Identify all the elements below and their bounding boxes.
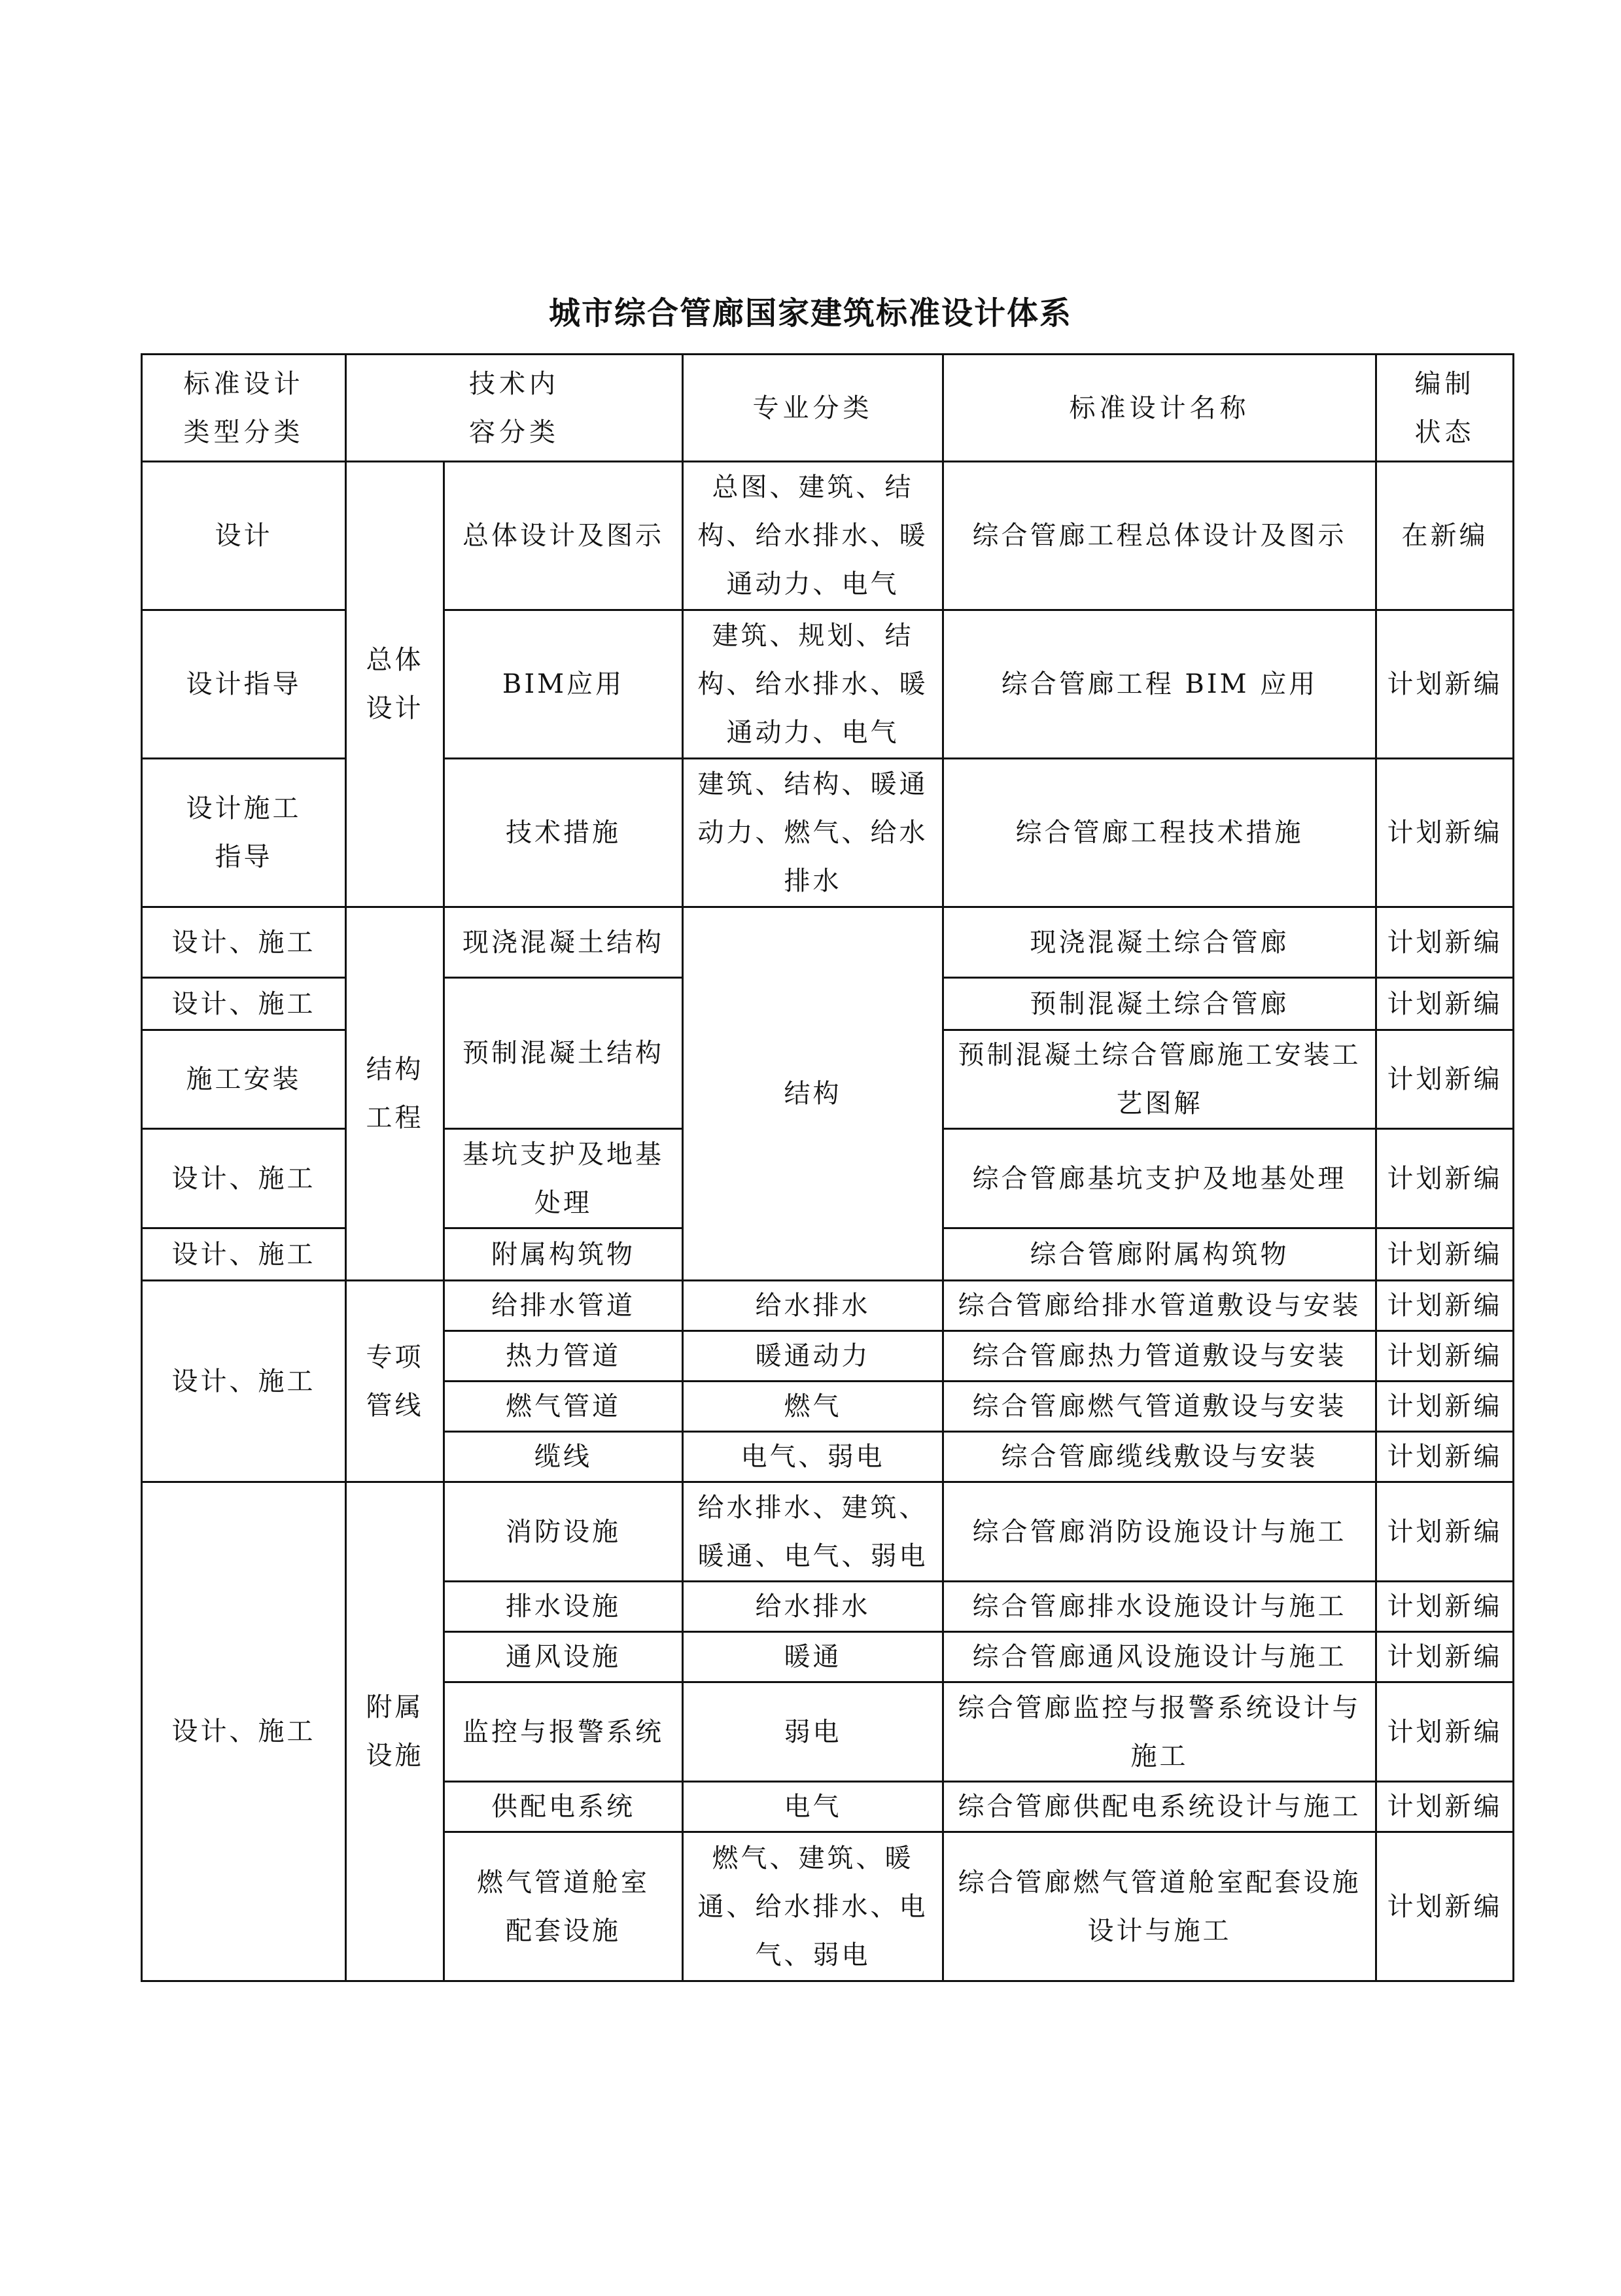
cell-sub: 燃气管道舱室 配套设施 xyxy=(444,1832,683,1981)
cell-status: 计划新编 xyxy=(1376,1832,1514,1981)
cell-discipline: 弱电 xyxy=(683,1682,943,1782)
cell-name: 综合管廊基坑支护及地基处理 xyxy=(943,1129,1376,1228)
cell-discipline: 建筑、规划、结构、给水排水、暖通动力、电气 xyxy=(683,610,943,759)
table-row xyxy=(142,462,1514,610)
cell-status: 计划新编 xyxy=(1376,1682,1514,1782)
table-row xyxy=(142,1281,1514,1331)
cell-sub: 消防设施 xyxy=(444,1482,683,1582)
cell-status: 计划新编 xyxy=(1376,907,1514,978)
cell-name: 现浇混凝土综合管廊 xyxy=(943,907,1376,978)
cell-name: 综合管廊附属构筑物 xyxy=(943,1228,1376,1281)
cell-status: 计划新编 xyxy=(1376,1030,1514,1129)
cell-type: 设计、施工 xyxy=(142,978,346,1030)
cell-type: 设计、施工 xyxy=(142,1281,346,1482)
cell-status: 计划新编 xyxy=(1376,610,1514,759)
cell-name: 综合管廊燃气管道敷设与安装 xyxy=(943,1382,1376,1432)
cell-name: 综合管廊工程总体设计及图示 xyxy=(943,462,1376,610)
cell-discipline: 暖通 xyxy=(683,1632,943,1682)
cell-sub: 预制混凝土结构 xyxy=(444,978,683,1129)
cell-discipline: 燃气 xyxy=(683,1382,943,1432)
cell-name: 综合管廊供配电系统设计与施工 xyxy=(943,1782,1376,1832)
cell-name: 综合管廊排水设施设计与施工 xyxy=(943,1582,1376,1632)
cell-type: 设计 xyxy=(142,462,346,610)
header-status: 编制 状态 xyxy=(1376,355,1514,462)
group-overall: 总体 设计 xyxy=(346,462,444,907)
cell-type: 设计、施工 xyxy=(142,907,346,978)
cell-name: 综合管廊工程技术措施 xyxy=(943,759,1376,907)
cell-status: 在新编 xyxy=(1376,462,1514,610)
cell-discipline: 燃气、建筑、暖通、给水排水、电气、弱电 xyxy=(683,1832,943,1981)
group-ancillary: 附属 设施 xyxy=(346,1482,444,1981)
cell-type: 设计、施工 xyxy=(142,1228,346,1281)
cell-status: 计划新编 xyxy=(1376,978,1514,1030)
table-header-row xyxy=(142,355,1514,462)
cell-discipline: 给水排水 xyxy=(683,1281,943,1331)
cell-status: 计划新编 xyxy=(1376,1482,1514,1582)
cell-sub: 监控与报警系统 xyxy=(444,1682,683,1782)
cell-discipline: 给水排水 xyxy=(683,1582,943,1632)
cell-status: 计划新编 xyxy=(1376,1382,1514,1432)
cell-status: 计划新编 xyxy=(1376,1228,1514,1281)
header-discipline: 专业分类 xyxy=(683,355,943,462)
cell-type: 施工安装 xyxy=(142,1030,346,1129)
header-content: 技术内 容分类 xyxy=(346,355,683,462)
standards-table xyxy=(141,353,1514,1982)
cell-status: 计划新编 xyxy=(1376,1432,1514,1482)
cell-name: 综合管廊通风设施设计与施工 xyxy=(943,1632,1376,1682)
cell-status: 计划新编 xyxy=(1376,1782,1514,1832)
cell-type: 设计施工 指导 xyxy=(142,759,346,907)
cell-sub: 通风设施 xyxy=(444,1632,683,1682)
cell-name: 综合管廊给排水管道敷设与安装 xyxy=(943,1281,1376,1331)
cell-sub: 燃气管道 xyxy=(444,1382,683,1432)
cell-sub: 排水设施 xyxy=(444,1582,683,1632)
cell-sub: 总体设计及图示 xyxy=(444,462,683,610)
cell-name: 综合管廊消防设施设计与施工 xyxy=(943,1482,1376,1582)
cell-type: 设计指导 xyxy=(142,610,346,759)
cell-status: 计划新编 xyxy=(1376,1331,1514,1382)
cell-sub: 供配电系统 xyxy=(444,1782,683,1832)
cell-sub: 缆线 xyxy=(444,1432,683,1482)
cell-type: 设计、施工 xyxy=(142,1129,346,1228)
cell-sub: 现浇混凝土结构 xyxy=(444,907,683,978)
cell-discipline: 电气、弱电 xyxy=(683,1432,943,1482)
cell-sub: BIM应用 xyxy=(444,610,683,759)
page-title: 城市综合管廊国家建筑标准设计体系 xyxy=(548,295,1072,332)
group-pipelines: 专项 管线 xyxy=(346,1281,444,1482)
cell-discipline: 电气 xyxy=(683,1782,943,1832)
cell-type: 设计、施工 xyxy=(142,1482,346,1981)
cell-name: 综合管廊缆线敷设与安装 xyxy=(943,1432,1376,1482)
cell-status: 计划新编 xyxy=(1376,1632,1514,1682)
cell-status: 计划新编 xyxy=(1376,1129,1514,1228)
cell-discipline: 建筑、结构、暖通动力、燃气、给水排水 xyxy=(683,759,943,907)
cell-sub: 附属构筑物 xyxy=(444,1228,683,1281)
cell-discipline: 暖通动力 xyxy=(683,1331,943,1382)
cell-name: 预制混凝土综合管廊 xyxy=(943,978,1376,1030)
header-type: 标准设计 类型分类 xyxy=(142,355,346,462)
cell-sub: 技术措施 xyxy=(444,759,683,907)
cell-sub: 热力管道 xyxy=(444,1331,683,1382)
cell-name: 综合管廊工程 BIM 应用 xyxy=(943,610,1376,759)
group-structural: 结构 工程 xyxy=(346,907,444,1281)
cell-status: 计划新编 xyxy=(1376,759,1514,907)
cell-name: 综合管廊热力管道敷设与安装 xyxy=(943,1331,1376,1382)
cell-discipline: 总图、建筑、结构、给水排水、暖通动力、电气 xyxy=(683,462,943,610)
header-name: 标准设计名称 xyxy=(943,355,1376,462)
cell-status: 计划新编 xyxy=(1376,1582,1514,1632)
table-row xyxy=(142,1482,1514,1582)
table-row xyxy=(142,907,1514,978)
cell-name: 综合管廊监控与报警系统设计与施工 xyxy=(943,1682,1376,1782)
cell-discipline: 给水排水、建筑、暖通、电气、弱电 xyxy=(683,1482,943,1582)
cell-name: 预制混凝土综合管廊施工安装工艺图解 xyxy=(943,1030,1376,1129)
cell-sub: 给排水管道 xyxy=(444,1281,683,1331)
cell-status: 计划新编 xyxy=(1376,1281,1514,1331)
cell-discipline-structure: 结构 xyxy=(683,907,943,1281)
cell-sub: 基坑支护及地基 处理 xyxy=(444,1129,683,1228)
cell-name: 综合管廊燃气管道舱室配套设施设计与施工 xyxy=(943,1832,1376,1981)
